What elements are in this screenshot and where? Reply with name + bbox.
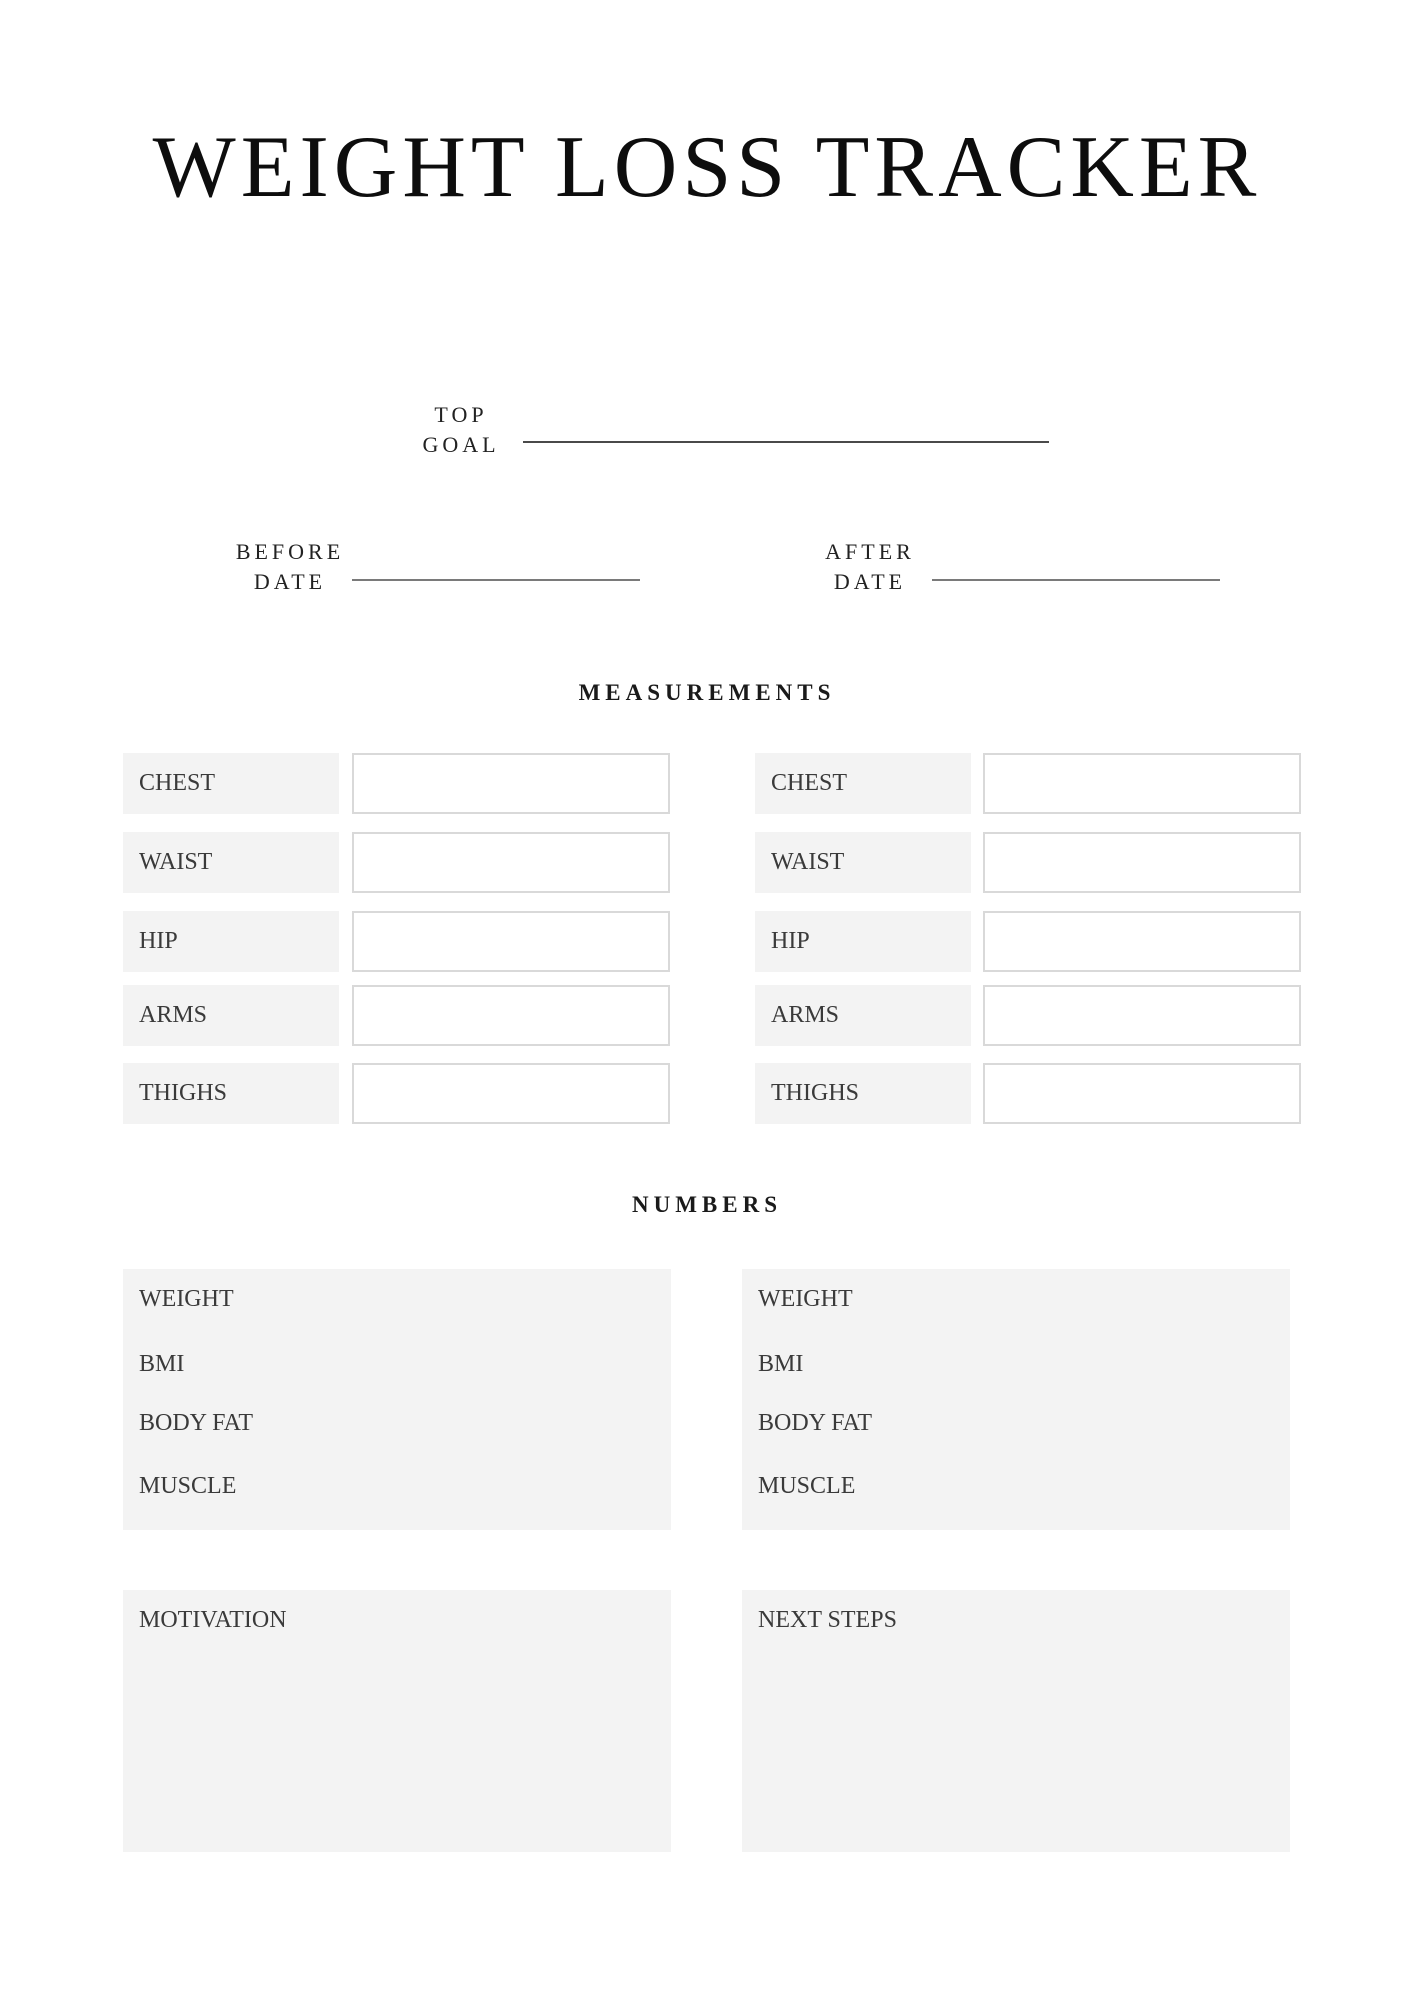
after-thighs-label: THIGHS: [755, 1063, 971, 1124]
before-hip-label: HIP: [123, 911, 339, 972]
before-weight-label: WEIGHT: [139, 1286, 234, 1312]
after-chest-label: CHEST: [755, 753, 971, 814]
after-arms-label: ARMS: [755, 985, 971, 1046]
before-muscle-label: MUSCLE: [139, 1473, 237, 1499]
measurements-heading: MEASUREMENTS: [578, 680, 836, 705]
next-steps-panel[interactable]: [742, 1590, 1290, 1852]
after-date-label-line1: AFTER: [825, 539, 915, 564]
after-numbers-panel[interactable]: [742, 1269, 1290, 1530]
after-chest-input[interactable]: [983, 753, 1301, 814]
numbers-heading: NUMBERS: [631, 1192, 782, 1217]
after-waist-input[interactable]: [983, 832, 1301, 893]
top-goal-label: [415, 400, 507, 460]
after-hip-input[interactable]: [983, 911, 1301, 972]
top-goal-label-line2: GOAL: [422, 432, 500, 457]
before-thighs-label: THIGHS: [123, 1063, 339, 1124]
before-arms-input[interactable]: [352, 985, 670, 1046]
page-title: WEIGHT LOSS TRACKER: [152, 119, 1262, 216]
before-date-label-line1: BEFORE: [235, 539, 345, 564]
before-waist-label: WAIST: [123, 832, 339, 893]
before-waist-input[interactable]: [352, 832, 670, 893]
after-date-input-line[interactable]: [932, 579, 1220, 581]
after-waist-label: WAIST: [755, 832, 971, 893]
before-date-label-line2: DATE: [253, 569, 327, 594]
motivation-label: MOTIVATION: [139, 1607, 287, 1633]
after-thighs-input[interactable]: [983, 1063, 1301, 1124]
after-muscle-label: MUSCLE: [758, 1473, 856, 1499]
after-hip-label: HIP: [755, 911, 971, 972]
before-body-fat-label: BODY FAT: [139, 1410, 254, 1436]
before-date-label: [228, 537, 352, 597]
before-chest-input[interactable]: [352, 753, 670, 814]
after-date-label-line2: DATE: [833, 569, 907, 594]
before-hip-input[interactable]: [352, 911, 670, 972]
after-body-fat-label: BODY FAT: [758, 1410, 873, 1436]
before-arms-label: ARMS: [123, 985, 339, 1046]
after-bmi-label: BMI: [758, 1351, 804, 1377]
after-weight-label: WEIGHT: [758, 1286, 853, 1312]
after-arms-input[interactable]: [983, 985, 1301, 1046]
before-date-input-line[interactable]: [352, 579, 640, 581]
before-numbers-panel[interactable]: [123, 1269, 671, 1530]
after-date-label: [815, 537, 925, 597]
top-goal-label-line1: TOP: [434, 402, 488, 427]
before-thighs-input[interactable]: [352, 1063, 670, 1124]
top-goal-input-line[interactable]: [523, 441, 1049, 443]
next-steps-label: NEXT STEPS: [758, 1607, 897, 1633]
motivation-panel[interactable]: [123, 1590, 671, 1852]
before-bmi-label: BMI: [139, 1351, 185, 1377]
before-chest-label: CHEST: [123, 753, 339, 814]
